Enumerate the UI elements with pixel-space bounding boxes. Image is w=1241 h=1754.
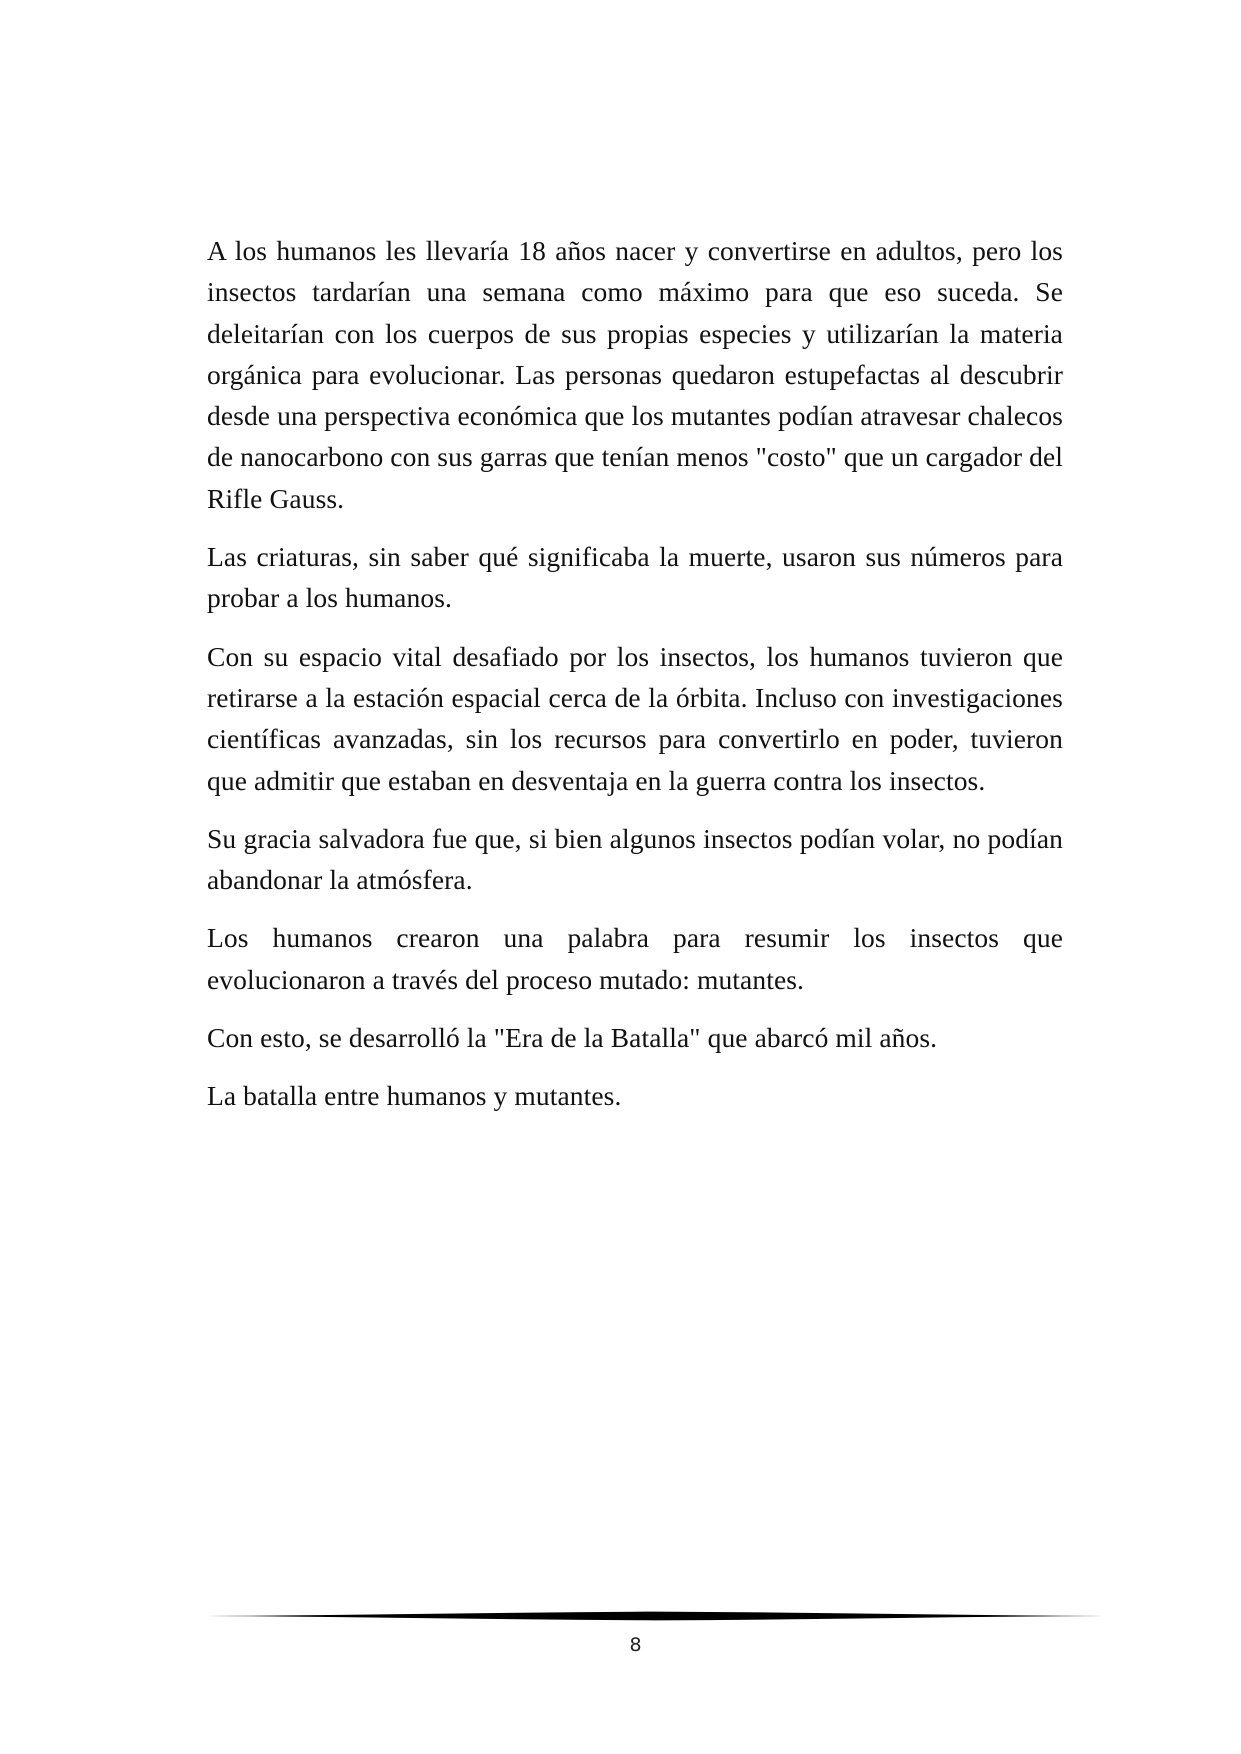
paragraph-4: Su gracia salvadora fue que, si bien algunos insectos podían volar, no podían abandonar la atmósfera.: [207, 822, 1063, 896]
paragraph-3: Con su espacio vital desafiado por los insectos, los humanos tuvieron que retirarse a la estación espacial cerca de la órbita. Incluso con investigaciones científicas avanzadas, sin los recursos para convertirlo en poder, tuvieron que admitir que estaban en desventaja en la guerra contra los insectos.: [207, 640, 1063, 796]
page-number: 8: [629, 1634, 642, 1656]
paragraph-6: Con esto, se desarrolló la "Era de la Batalla" que abarcó mil años.: [207, 1022, 938, 1054]
paragraph-2: Las criaturas, sin saber qué significaba la muerte, usaron sus números para probar a los humanos.: [207, 541, 1063, 614]
paragraph-5: Los humanos crearon una palabra para resumir los insectos que evolucionaron a través del proceso mutado: mutantes.: [207, 922, 1063, 995]
footer-divider: [205, 1607, 1105, 1625]
paragraph-1: A los humanos les llevaría 18 años nacer y convertirse en adultos, pero los insectos tardarían una semana como máximo para que eso suceda. Se deleitarían con los cuerpos de sus propias especies y utilizarían la materia orgánica para evolucionar. Las personas quedaron estupefactas al descubrir desde una perspectiva económica que los mutantes podían atravesar chalecos de nanocarbono con sus garras que tenían menos "costo" que un cargador del Rifle Gauss.: [207, 235, 1063, 514]
paragraph-7: La batalla entre humanos y mutantes.: [207, 1080, 622, 1112]
body-text: [207, 230, 1063, 1134]
